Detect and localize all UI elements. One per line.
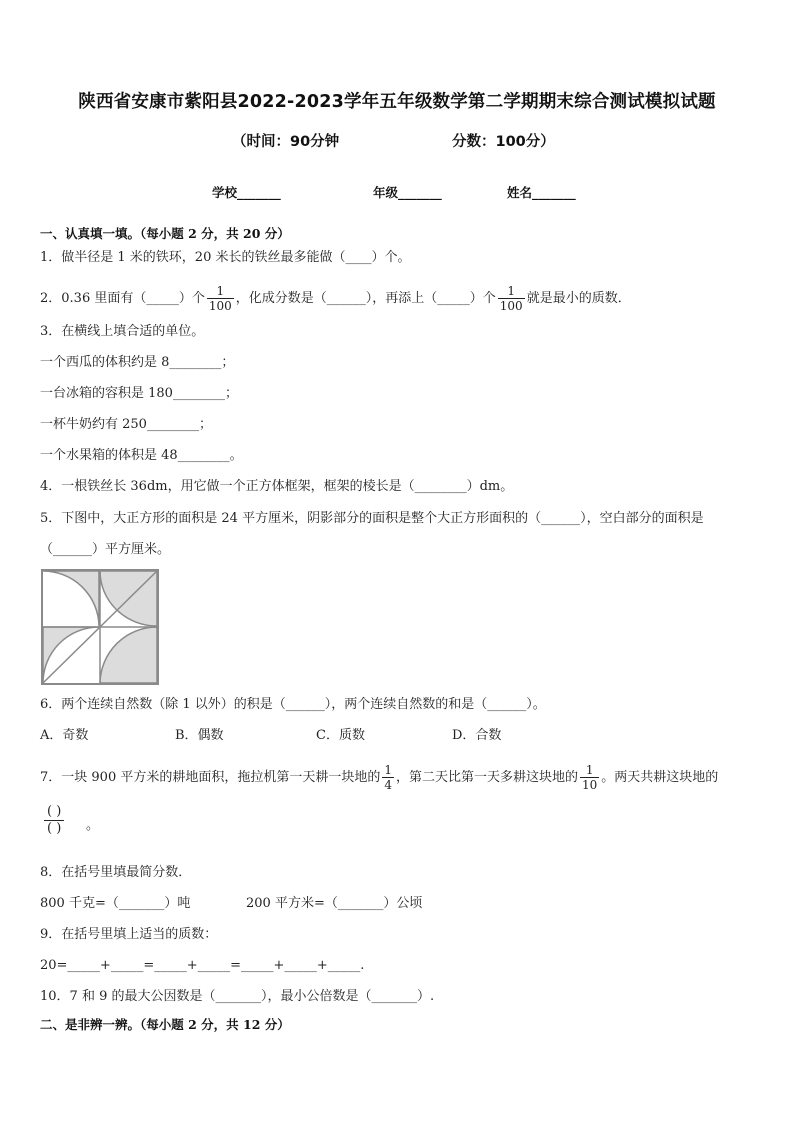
question-3-line-2: 一台冰箱的容积是 180________； — [40, 386, 238, 401]
question-9-line: 20=_____+_____=_____+_____=_____+_____+_____. — [40, 958, 365, 973]
exam-time: （时间：90分钟 — [232, 134, 340, 150]
q7-part3: 。两天共耕这块地的 — [601, 770, 719, 785]
question-3-line-3: 一杯牛奶约有 250________； — [40, 417, 212, 432]
q2-part2: ，化成分数是（______），再添上（_____）个 — [235, 291, 496, 306]
q7-fraction-1: $\frac{1}{4}$ — [384, 763, 392, 792]
q2-fraction-2: $\frac{1}{100}$ — [499, 284, 523, 313]
question-5-line-1: 5．下图中，大正方形的面积是 24 平方厘米，阴影部分的面积是整个大正方形面积的（______），空白部分的面积是 — [40, 511, 704, 526]
q7-fraction-2: $\frac{1}{10}$ — [582, 763, 598, 792]
question-1: 1．做半径是 1 米的铁环，20 米长的铁丝最多能做（____）个。 — [40, 250, 411, 265]
q7-answer-fraction[interactable]: ( ) ( ) — [44, 804, 64, 837]
section-1-heading: 一、认真填一填。（每小题 2 分，共 20 分） — [40, 226, 290, 241]
question-3-stem: 3．在横线上填合适的单位。 — [40, 324, 205, 339]
exam-score: 分数：100分） — [452, 134, 555, 150]
q2-fraction-1: $\frac{1}{100}$ — [208, 284, 232, 313]
question-8-right: 200 平方米=（_______）公顷 — [246, 896, 423, 911]
page-title: 陕西省安康市紫阳县2022-2023学年五年级数学第二学期期末综合测试模拟试题 — [78, 92, 716, 112]
question-2 — [40, 284, 631, 313]
q6-option-d[interactable]: D．合数 — [452, 728, 502, 743]
question-3-line-4: 一个水果箱的体积是 48________。 — [40, 448, 243, 463]
question-9-stem: 9．在括号里填上适当的质数： — [40, 927, 218, 942]
q7-end: 。 — [86, 818, 100, 833]
question-10: 10．7 和 9 的最大公因数是（_______），最小公倍数是（_______）. — [40, 989, 435, 1004]
q7-part2: ，第二天比第一天多耕这块地的 — [396, 770, 579, 785]
question-4: 4．一根铁丝长 36dm，用它做一个正方体框架，框架的棱长是（________）dm。 — [40, 479, 514, 494]
school-field: 学校_______ — [212, 185, 281, 200]
q6-option-b[interactable]: B．偶数 — [175, 728, 224, 743]
question-5-line-2: （______）平方厘米。 — [40, 542, 171, 557]
question-3-line-1: 一个西瓜的体积约是 8________； — [40, 355, 235, 370]
q6-option-a[interactable]: A．奇数 — [40, 728, 89, 743]
grade-field: 年级_______ — [373, 185, 442, 200]
square-figure — [40, 568, 160, 686]
name-field: 姓名_______ — [507, 185, 576, 200]
q2-part1: 2．0.36 里面有（_____）个 — [40, 291, 205, 306]
q7-part1: 7．一块 900 平方米的耕地面积，拖拉机第一天耕一块地的 — [40, 770, 381, 785]
question-8-stem: 8．在括号里填最简分数． — [40, 865, 192, 880]
question-7 — [40, 763, 718, 792]
q2-part3: 就是最小的质数． — [526, 291, 631, 306]
q6-option-c[interactable]: C．质数 — [316, 728, 365, 743]
question-6: 6．两个连续自然数（除 1 以外）的积是（______），两个连续自然数的和是（______）。 — [40, 697, 546, 712]
section-2-heading: 二、是非辨一辨。（每小题 2 分，共 12 分） — [40, 1017, 290, 1032]
question-8-left: 800 千克=（_______）吨 — [40, 896, 191, 911]
